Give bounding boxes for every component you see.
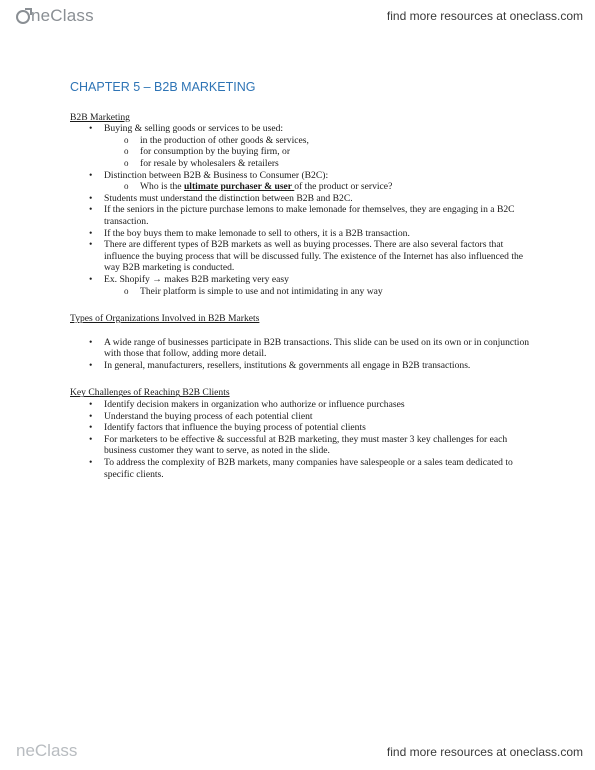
list-item: • Ex. Shopify → makes B2B marketing very easy — [70, 274, 530, 286]
key-challenges-list — [70, 399, 530, 480]
list-item: • There are different types of B2B markets as well as buying processes. There are also several factors that influence the buying process that will be discussed fully. The existence of the Internet has also influenced the way B2B marketing is conducted. — [70, 239, 530, 274]
list-item: • For marketers to be effective & successful at B2B marketing, they must master 3 key challenges for each business customer they want to serve, as noted in the slide. — [70, 434, 530, 457]
logo-text: neClass — [31, 6, 94, 25]
sub-item-text: Who is the — [140, 181, 184, 193]
list-item: • Buying & selling goods or services to be used: — [70, 123, 530, 135]
list-item: • If the boy buys them to make lemonade to sell to others, it is a B2B transaction. — [70, 228, 530, 240]
sub-list-item: o for consumption by the buying firm, or — [70, 146, 530, 158]
list-item: • In general, manufacturers, resellers, institutions & governments all engage in B2B transactions. — [70, 360, 530, 372]
list-item: • Students must understand the distinction between B2B and B2C. — [70, 193, 530, 205]
footer-oneclass-logo[interactable] — [16, 741, 77, 761]
list-item: • Identify decision makers in organization who authorize or influence purchases — [70, 399, 530, 411]
list-item: • A wide range of businesses participate in B2B transactions. This slide can be used on its own or in conjunction with those that follow, adding more detail. — [70, 337, 530, 360]
header-tagline-link[interactable]: find more resources at oneclass.com — [386, 9, 583, 23]
sub-list-item: o in the production of other goods & services, — [70, 135, 530, 147]
chapter-title: CHAPTER 5 – B2B MARKETING — [70, 80, 256, 94]
oneclass-logo[interactable] — [16, 6, 94, 26]
list-item: • If the seniors in the picture purchase lemons to make lemonade for themselves, they are engaging in a B2C transaction. — [70, 204, 530, 227]
list-item: • Distinction between B2B & Business to Consumer (B2C): — [70, 170, 530, 182]
section-title-key-challenges: Key Challenges of Reaching B2B Clients — [70, 387, 230, 399]
section-title-b2b-marketing: B2B Marketing — [70, 111, 130, 123]
list-item: • To address the complexity of B2B markets, many companies have salespeople or a sales team dedicated to specific clients. — [70, 457, 530, 480]
document-body — [70, 82, 530, 480]
sub-list-item: o Their platform is simple to use and not intimidating in any way — [70, 286, 530, 298]
list-item: • Identify factors that influence the buying process of potential clients — [70, 422, 530, 434]
b2b-marketing-list — [70, 123, 530, 297]
organizations-list — [70, 337, 530, 372]
sub-list-item: o for resale by wholesalers & retailers — [70, 158, 530, 170]
logo-text: neClass — [16, 741, 78, 760]
section-title-organizations: Types of Organizations Involved in B2B Markets — [70, 313, 260, 325]
page-header — [0, 0, 595, 30]
sub-list-item — [70, 181, 530, 193]
list-item: • Understand the buying process of each potential client — [70, 411, 530, 423]
emphasis-text: ultimate purchaser & user — [183, 181, 295, 193]
sub-item-text: of the product or service? — [294, 181, 393, 193]
footer-tagline-link[interactable]: find more resources at oneclass.com — [386, 745, 583, 759]
logo-mark-icon — [16, 10, 30, 24]
